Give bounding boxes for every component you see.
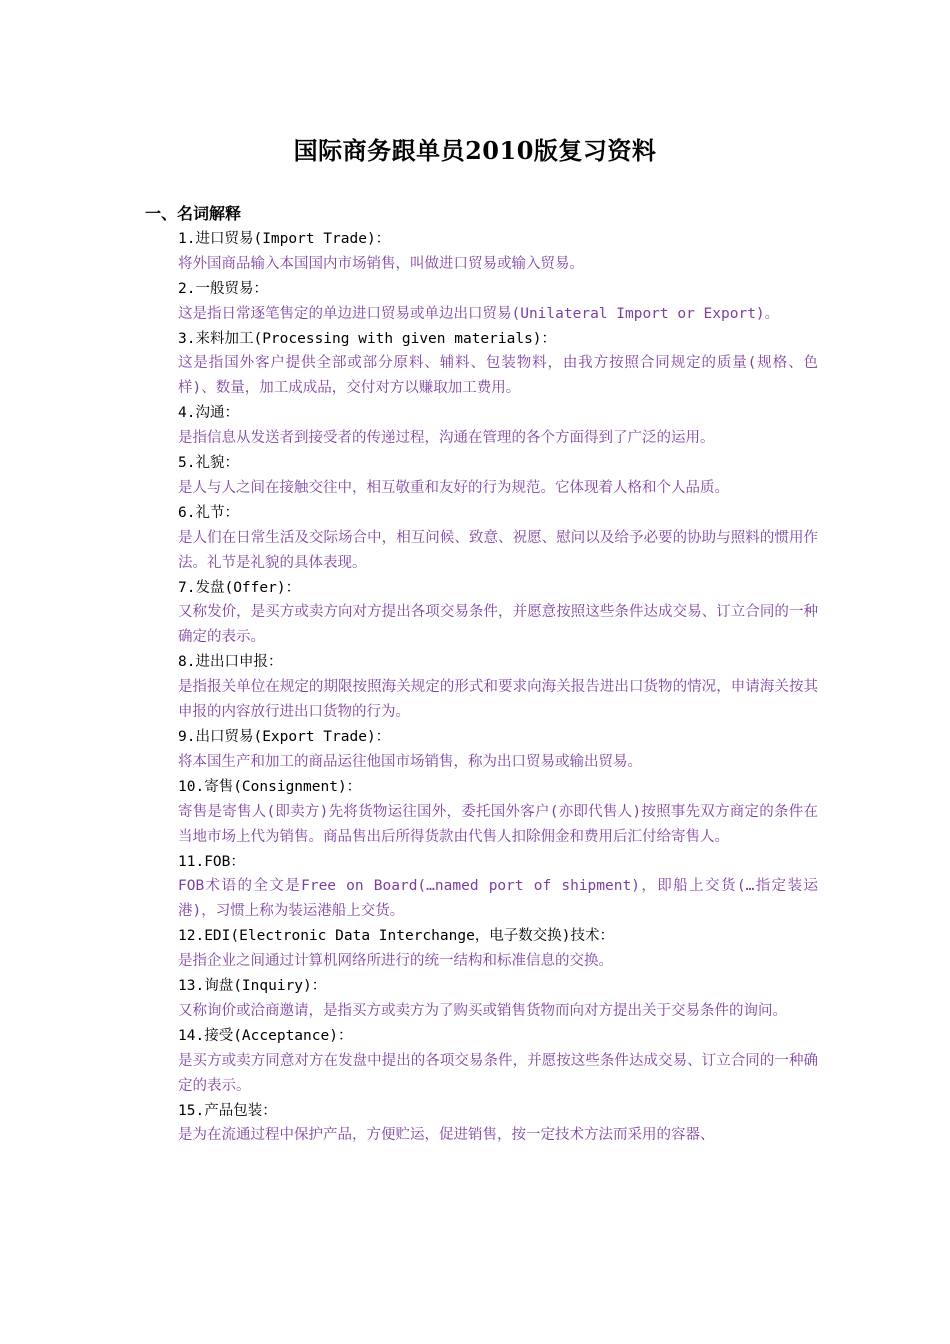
entry-term: 15.产品包装： bbox=[178, 1102, 277, 1119]
entry-term: 2.一般贸易： bbox=[178, 280, 268, 297]
glossary-entry bbox=[178, 924, 818, 974]
glossary-entry bbox=[178, 850, 818, 925]
entry-definition: 这是指国外客户提供全部或部分原料、辅料、包装物料，由我方按照合同规定的质量(规格、色样)、数量，加工成成品，交付对方以赚取加工费用。 bbox=[178, 355, 818, 397]
glossary-entry bbox=[178, 1024, 818, 1099]
glossary-entry bbox=[178, 501, 818, 576]
entry-term: 14.接受(Acceptance)： bbox=[178, 1027, 353, 1044]
entry-definition: 是人与人之间在接触交往中，相互敬重和友好的行为规范。它体现着人格和个人品质。 bbox=[178, 479, 729, 496]
entry-definition: 将本国生产和加工的商品运往他国市场销售，称为出口贸易或输出贸易。 bbox=[178, 753, 642, 770]
entry-definition: 是指企业之间通过计算机网络所进行的统一结构和标准信息的交换。 bbox=[178, 953, 613, 970]
glossary-entry bbox=[178, 327, 818, 402]
glossary-entry bbox=[178, 1099, 818, 1149]
entry-term: 4.沟通： bbox=[178, 405, 239, 422]
glossary-entry bbox=[178, 650, 818, 725]
glossary-entry bbox=[178, 227, 818, 277]
glossary-entry bbox=[178, 974, 818, 1024]
entry-term: 8.进出口申报： bbox=[178, 654, 283, 671]
entry-definition: 是指信息从发送者到接受者的传递过程，沟通在管理的各个方面得到了广泛的运用。 bbox=[178, 430, 715, 447]
glossary-entry bbox=[178, 401, 818, 451]
glossary-entry bbox=[178, 775, 818, 850]
glossary-entry bbox=[178, 277, 818, 327]
document-title: 国际商务跟单员2010版复习资料 bbox=[293, 136, 657, 165]
entry-definition: 是为在流通过程中保护产品，方便贮运，促进销售，按一定技术方法而采用的容器、 bbox=[178, 1127, 715, 1144]
entry-definition: 又称发价，是买方或卖方向对方提出各项交易条件，并愿意按照这些条件达成交易、订立合同的一种确定的表示。 bbox=[178, 604, 818, 646]
glossary-list bbox=[178, 227, 818, 1148]
entry-definition: 这是指日常逐笔售定的单边进口贸易或单边出口贸易(Unilateral Import or Export)。 bbox=[178, 305, 780, 322]
entry-term: 10.寄售(Consignment)： bbox=[178, 778, 362, 795]
entry-term: 5.礼貌： bbox=[178, 455, 239, 472]
entry-definition: 是买方或卖方同意对方在发盘中提出的各项交易条件，并愿按这些条件达成交易、订立合同的一种确定的表示。 bbox=[178, 1052, 818, 1094]
entry-definition: 又称询价或洽商邀请，是指买方或卖方为了购买或销售货物而向对方提出关于交易条件的询问。 bbox=[178, 1002, 787, 1019]
entry-term: 6.礼节： bbox=[178, 504, 239, 521]
glossary-entry bbox=[178, 451, 818, 501]
entry-definition: FOB术语的全文是Free on Board(…named port of shipment)，即船上交货(…指定装运港)，习惯上称为装运港船上交货。 bbox=[178, 878, 818, 920]
entry-term: 12.EDI(Electronic Data Interchange，电子数交换)技术： bbox=[178, 928, 615, 945]
entry-definition: 将外国商品输入本国国内市场销售，叫做进口贸易或输入贸易。 bbox=[178, 255, 584, 272]
entry-definition: 是指报关单位在规定的期限按照海关规定的形式和要求向海关报告进出口货物的情况，申请海关按其申报的内容放行进出口货物的行为。 bbox=[178, 679, 818, 721]
entry-term: 7.发盘(Offer)： bbox=[178, 579, 301, 596]
entry-term: 1.进口贸易(Import Trade)： bbox=[178, 231, 391, 247]
entry-term: 3.来料加工(Processing with given materials)： bbox=[178, 330, 557, 347]
glossary-entry bbox=[178, 725, 818, 775]
entry-definition: 寄售是寄售人(即卖方)先将货物运往国外，委托国外客户(亦即代售人)按照事先双方商定的条件在当地市场上代为销售。商品售出后所得货款由代售人扣除佣金和费用后汇付给寄售人。 bbox=[178, 803, 818, 845]
section-heading: 一、名词解释 bbox=[145, 204, 242, 223]
entry-term: 9.出口贸易(Export Trade)： bbox=[178, 729, 391, 745]
entry-term: 13.询盘(Inquiry)： bbox=[178, 978, 327, 994]
entry-term: 11.FOB： bbox=[178, 853, 245, 870]
glossary-entry bbox=[178, 576, 818, 651]
entry-definition: 是人们在日常生活及交际场合中，相互问候、致意、祝愿、慰问以及给予必要的协助与照料的惯用作法。礼节是礼貌的具体表现。 bbox=[178, 529, 818, 571]
